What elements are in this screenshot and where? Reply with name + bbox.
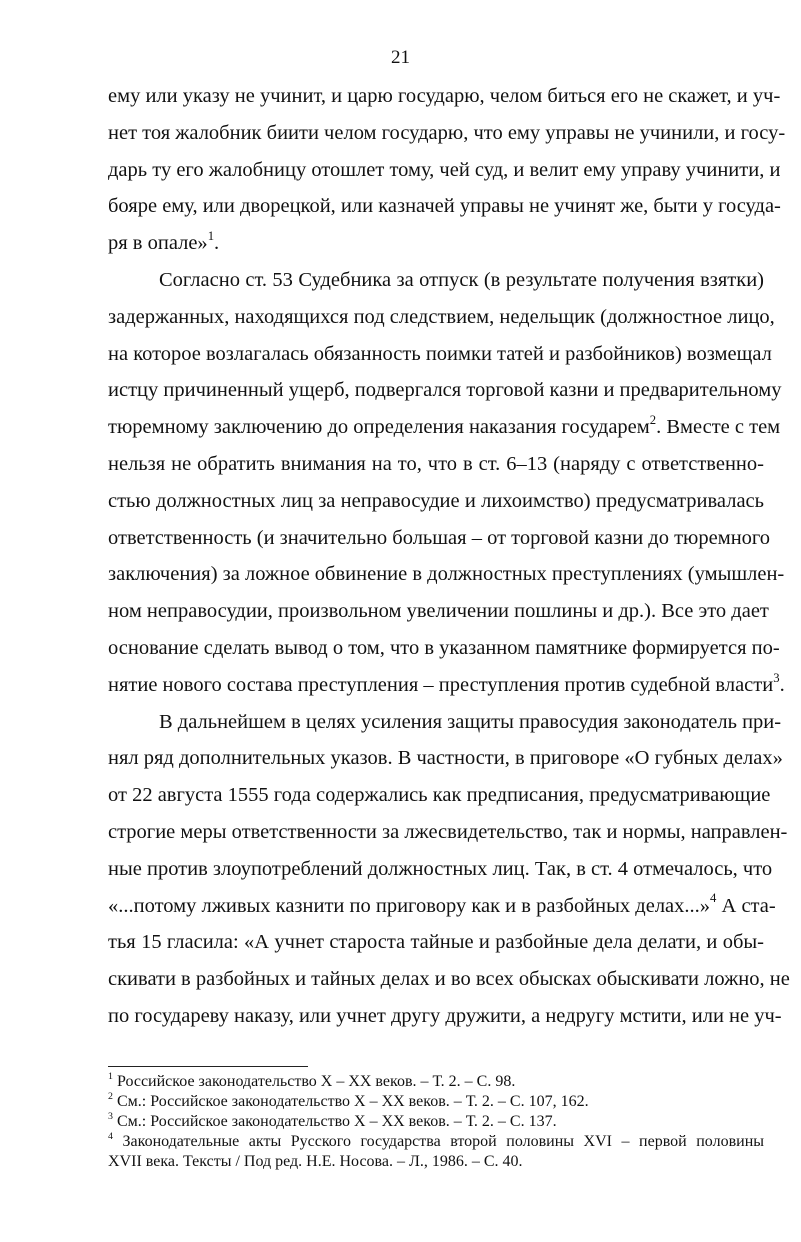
line-text: нятие нового состава преступления – преступления против судебной власти: [108, 673, 774, 696]
line-text: ря в опале»: [108, 232, 208, 255]
text-line: [108, 667, 785, 704]
text-line: скивати в разбойных и тайных делах и во всех обысках обыскивати ложно, не: [108, 968, 790, 991]
footnote-text: Законодательные акты Русского государства второй половины XVI – первой половины: [122, 1133, 765, 1150]
paragraph-1: [108, 78, 786, 262]
footnote-4: [108, 1132, 764, 1152]
footnote-ref: 4: [710, 891, 717, 906]
text-line: от 22 августа 1555 года содержались как предписания, предусматривающие: [108, 784, 771, 807]
text-line: [108, 888, 776, 925]
body-text: [108, 78, 790, 1035]
text-line: нет тоя жалобник биити челом государю, что ему управы не учинили, и госу-: [108, 121, 786, 144]
paragraph-2: [108, 262, 785, 704]
text-line: истцу причиненный ущерб, подвергался торговой казни и предварительному: [108, 379, 782, 402]
paragraph-3: [108, 704, 790, 1035]
page-number: 21: [391, 47, 410, 68]
footnote-ref: 2: [649, 413, 657, 428]
text-line: В дальнейшем в целях усиления защиты правосудия законодатель при-: [159, 710, 782, 733]
text-line: заключения) за ложное обвинение в должностных преступлениях (умышлен-: [108, 563, 785, 586]
line-text-after: А ста-: [716, 894, 776, 917]
footnote-4-continued: XVII века. Тексты / Под ред. Н.Е. Носова. – Л., 1986. – С. 40.: [108, 1153, 523, 1170]
footnote-3: [108, 1112, 764, 1132]
line-text-after: . Вместе с тем: [656, 416, 781, 439]
text-line: ему или указу не учинит, и царю государю, челом биться его не скажет, и уч-: [108, 85, 781, 107]
footnote-2: [108, 1092, 764, 1112]
text-line: строгие меры ответственности за лжесвидетельство, так и нормы, направлен-: [108, 820, 788, 843]
text-line: основание сделать вывод о том, что в указанном памятнике формируется по-: [108, 636, 780, 659]
footnote-text: См.: Российское законодательство X – XX веков. – Т. 2. – С. 137.: [116, 1113, 557, 1130]
text-line: на которое возлагалась обязанность поимки татей и разбойников) возмещал: [108, 342, 772, 365]
text-line: бояре ему, или дворецкой, или казначей управы не учинят же, быти у госуда-: [108, 195, 781, 218]
text-line: [108, 409, 781, 446]
text-line: ответственность (и значительно большая – от торговой казни до тюремного: [108, 526, 771, 549]
footnote-mark: 3: [108, 1110, 113, 1122]
footnote-text: См.: Российское законодательство X – XX веков. – Т. 2. – С. 107, 162.: [116, 1093, 589, 1110]
text-line: ном неправосудии, произвольном увеличении пошлины и др.). Все это дает: [108, 600, 769, 623]
text-line: тья 15 гласила: «А учнет староста тайные и разбойные дела делати, и обы-: [108, 931, 764, 954]
text-line: нельзя не обратить внимания на то, что в ст. 6–13 (наряду с ответственно-: [108, 452, 764, 475]
text-line: ные против злоупотреблений должностных лиц. Так, в ст. 4 отмечалось, что: [108, 857, 773, 880]
line-text-after: .: [214, 232, 220, 255]
text-line: задержанных, находящихся под следствием, недельщик (должностное лицо,: [108, 305, 775, 328]
text-line: стью должностных лиц за неправосудие и лихоимство) предусматривалась: [108, 489, 764, 512]
footnote-ref: 3: [773, 670, 780, 685]
footnote-1: [108, 1072, 764, 1092]
text-line: дарь ту его жалобницу отошлет тому, чей суд, и велит ему управу учинити, и: [108, 158, 781, 181]
footnote-mark: 1: [108, 1070, 113, 1082]
text-line: [108, 225, 764, 262]
text-line: Согласно ст. 53 Судебника за отпуск (в результате получения взятки): [159, 268, 764, 291]
footnote-separator: [108, 1066, 308, 1067]
footnote-mark: 2: [108, 1090, 113, 1102]
text-line: по государеву наказу, или учнет другу дружити, а недругу мстити, или не уч-: [108, 1004, 782, 1027]
footnote-text: Российское законодательство X – XX веков. – Т. 2. – С. 98.: [116, 1073, 516, 1090]
line-text: «...потому лживых казнити по приговору как и в разбойных делах...»: [108, 894, 711, 917]
footnotes: [108, 1072, 764, 1172]
text-line: нял ряд дополнительных указов. В частности, в приговоре «О губных делах»: [108, 747, 783, 770]
footnote-ref: 1: [207, 229, 215, 244]
line-text-after: .: [779, 673, 785, 696]
footnote-mark: 4: [108, 1130, 113, 1142]
line-text: тюремному заключению до определения наказания государем: [108, 416, 650, 439]
